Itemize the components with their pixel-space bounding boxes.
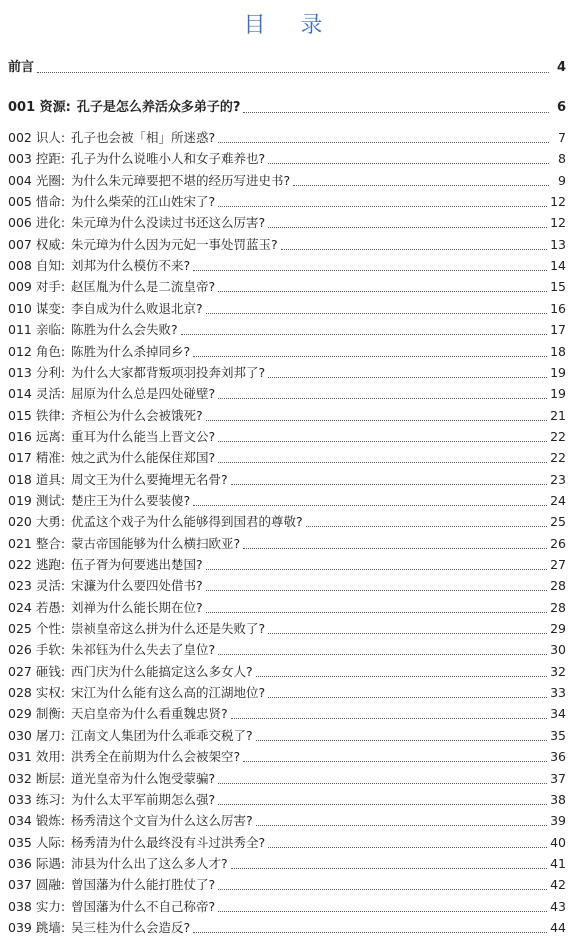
- toc-entry-title: [8, 898, 215, 916]
- toc-entry-label: 033 练习:: [8, 791, 66, 807]
- toc-entry-title: [8, 385, 215, 403]
- toc-entry-label: 017 精准:: [8, 450, 66, 466]
- dot-leader: [306, 526, 547, 527]
- toc-entry-page-number: 19: [550, 386, 566, 402]
- toc-entry-page-number: 25: [550, 514, 566, 530]
- toc-entry-question: 重耳为什么能当上晋文公?: [71, 428, 216, 444]
- dot-leader: [268, 697, 547, 698]
- dot-leader: [218, 462, 547, 463]
- toc-entry-title: [8, 556, 203, 574]
- dot-leader: [193, 356, 547, 357]
- toc-entry-label: 028 实权:: [8, 685, 66, 701]
- toc-entry-title: [8, 343, 190, 361]
- toc-entry-page-number: 30: [550, 642, 566, 658]
- toc-entry-question: 朱祁钰为什么失去了皇位?: [71, 642, 216, 658]
- dot-leader: [218, 783, 547, 784]
- toc-entry-title: [8, 791, 215, 809]
- dot-leader: [181, 334, 547, 335]
- toc-entry-label: 037 圆融:: [8, 877, 66, 893]
- toc-entry-question: 孔子是怎么养活众多弟子的?: [76, 100, 241, 115]
- toc-entry-question: 孔子为什么说唯小人和女子难养也?: [71, 151, 266, 167]
- toc-entry-label: 006 进化:: [8, 215, 66, 231]
- toc-entry-page-number: 27: [550, 557, 566, 572]
- toc-entry-title: [8, 321, 178, 339]
- toc-entry-label: 前言: [8, 60, 35, 75]
- toc-entry-question: 江南文人集团为什么乖乖交税了?: [71, 727, 253, 743]
- toc-entry-page-number: 6: [556, 100, 566, 115]
- toc-entry-question: 天启皇帝为什么看重魏忠贤?: [71, 706, 228, 722]
- dot-leader: [218, 804, 547, 805]
- toc-entry[interactable]: [8, 191, 566, 211]
- toc-entry-label: 014 灵活:: [8, 386, 66, 402]
- toc-entry[interactable]: [8, 874, 566, 894]
- toc-entry-label: 013 分利:: [8, 364, 66, 380]
- toc-entry[interactable]: [8, 255, 566, 275]
- toc-entry[interactable]: [8, 490, 566, 510]
- toc-entry-title: [8, 748, 240, 766]
- toc-entry-question: 沛县为什么出了这么多人才?: [71, 855, 228, 871]
- toc-entry-page-number: 9: [558, 172, 566, 188]
- dot-leader: [206, 612, 547, 613]
- toc-entry-question: 朱元璋为什么没读过书还这么厉害?: [71, 215, 266, 231]
- toc-entry[interactable]: [8, 469, 566, 489]
- page-title: 目 录: [243, 13, 337, 38]
- dot-leader: [206, 420, 547, 421]
- toc-entry-page-number: 22: [550, 428, 566, 444]
- toc-entry[interactable]: [8, 127, 566, 147]
- toc-entry-question: 为什么柴荣的江山姓宋了?: [71, 194, 216, 210]
- toc-entry-label: 008 自知:: [8, 258, 66, 274]
- dot-leader: [231, 718, 547, 719]
- toc-entry-title: [8, 364, 265, 382]
- toc-entry[interactable]: [8, 917, 566, 937]
- toc-entry[interactable]: [8, 341, 566, 361]
- toc-entry[interactable]: [8, 383, 566, 403]
- toc-entry-title: [8, 300, 203, 318]
- toc-entry-page-number: 26: [550, 535, 566, 551]
- dot-leader: [231, 484, 547, 485]
- toc-entry-question: 杨秀清为什么最终没有斗过洪秀全?: [71, 834, 266, 850]
- toc-entry-title: [8, 214, 265, 232]
- toc-entry-title: [8, 471, 228, 489]
- toc-entry-title: [8, 535, 240, 553]
- toc-entry-label: 009 对手:: [8, 279, 66, 295]
- dot-leader: [243, 112, 549, 113]
- toc-entry-title: [8, 407, 203, 425]
- toc-entry-title: [8, 193, 215, 211]
- toc-entry-title: [8, 257, 190, 275]
- toc-entry-page-number: 19: [550, 364, 566, 380]
- dot-leader: [268, 377, 547, 378]
- toc-entry-label: 038 实力:: [8, 898, 66, 914]
- dot-leader: [218, 206, 547, 207]
- toc-entry-page-number: 22: [550, 450, 566, 466]
- toc-entry-question: 为什么朱元璋要把不堪的经历写进史书?: [71, 172, 291, 188]
- toc-entry-page-number: 24: [550, 492, 566, 508]
- toc-entry-page-number: 16: [550, 300, 566, 316]
- toc-entry[interactable]: [8, 405, 566, 425]
- toc-entry-label: 007 权威:: [8, 236, 66, 252]
- toc-entry-page-number: 4: [556, 60, 566, 75]
- toc-entry[interactable]: [8, 426, 566, 446]
- toc-entry[interactable]: [8, 832, 566, 852]
- toc-entry[interactable]: [8, 97, 566, 117]
- toc-entry-title: [8, 150, 265, 168]
- toc-entry-page-number: 42: [550, 877, 566, 893]
- dot-leader: [268, 163, 549, 164]
- toc-entry[interactable]: [8, 170, 566, 190]
- toc-entry-question: 道光皇帝为什么饱受蒙骗?: [71, 770, 216, 786]
- toc-entry[interactable]: [8, 682, 566, 702]
- toc-entry[interactable]: [8, 661, 566, 681]
- dot-leader: [256, 740, 547, 741]
- toc-entry-title: [8, 684, 265, 702]
- toc-entry[interactable]: [8, 212, 566, 232]
- toc-entry-label: 035 人际:: [8, 834, 66, 850]
- toc-entry-page-number: 34: [550, 706, 566, 722]
- toc-entry-label: 034 锻炼:: [8, 813, 66, 829]
- toc-entry-page-number: 35: [550, 727, 566, 743]
- toc-entry-label: 031 效用:: [8, 749, 66, 765]
- toc-entry-title: [8, 705, 228, 723]
- toc-entry-title: [8, 59, 34, 77]
- toc-entry-label: 010 谋变:: [8, 300, 66, 316]
- toc-entry-question: 为什么太平军前期怎么强?: [71, 791, 216, 807]
- toc-entry[interactable]: [8, 447, 566, 467]
- toc-entry-question: 西门庆为什么能搞定这么多女人?: [71, 663, 253, 679]
- toc-entry-label: 039 跳墙:: [8, 919, 66, 935]
- toc-entry-page-number: 38: [550, 791, 566, 807]
- toc-entry-page-number: 23: [550, 471, 566, 487]
- toc-entry-page-number: 41: [550, 855, 566, 871]
- toc-entry[interactable]: [8, 533, 566, 553]
- dot-leader: [218, 142, 549, 143]
- toc-entry-title: [8, 99, 240, 117]
- toc-entry[interactable]: [8, 148, 566, 168]
- toc-entry-label: 012 角色:: [8, 343, 66, 359]
- toc-entry[interactable]: [8, 853, 566, 873]
- toc-entry-page-number: 13: [550, 236, 566, 252]
- toc-entry-page-number: 18: [550, 343, 566, 359]
- toc-entry-title: [8, 641, 215, 659]
- toc-entry-page-number: 28: [550, 578, 566, 594]
- toc-entry-question: 曾国藩为什么不自己称帝?: [71, 898, 216, 914]
- toc-entry-label: 032 断层:: [8, 770, 66, 786]
- toc-entry-page-number: 32: [550, 663, 566, 679]
- dot-leader: [268, 227, 547, 228]
- toc-entry[interactable]: [8, 511, 566, 531]
- dot-leader: [256, 676, 547, 677]
- toc-entry-page-number: 33: [550, 685, 566, 701]
- dot-leader: [256, 825, 547, 826]
- toc-entry-title: [8, 663, 253, 681]
- toc-entry-question: 周文王为什么要掩埋无名骨?: [71, 471, 228, 487]
- toc-entry-title: [8, 834, 265, 852]
- dot-leader: [218, 654, 547, 655]
- toc-entry-label: 002 识人:: [8, 130, 66, 145]
- toc-entry-question: 宋濂为什么要四处借书?: [71, 578, 203, 594]
- dot-leader: [268, 633, 547, 634]
- toc-entry-page-number: 44: [550, 919, 566, 935]
- dot-leader: [243, 761, 547, 762]
- toc-entry-title: [8, 577, 203, 595]
- toc-entry-title: [8, 876, 215, 894]
- dot-leader: [268, 847, 547, 848]
- toc-entry-question: 李自成为什么败退北京?: [71, 300, 203, 316]
- dot-leader: [193, 270, 547, 271]
- toc-entry[interactable]: [8, 789, 566, 809]
- toc-entry-question: 为什么大家都背叛项羽投奔刘邦了?: [71, 364, 266, 380]
- toc-entry-label: 023 灵活:: [8, 578, 66, 594]
- toc-entry-page-number: 12: [550, 215, 566, 231]
- toc-entry-title: [8, 278, 215, 296]
- toc-entry[interactable]: [8, 57, 566, 77]
- dot-leader: [37, 72, 549, 73]
- toc-entry[interactable]: [8, 639, 566, 659]
- toc-entry[interactable]: [8, 319, 566, 339]
- toc-entry[interactable]: [8, 276, 566, 296]
- toc-entry-title: [8, 727, 253, 745]
- toc-entry-question: 蒙古帝国能够为什么横扫欧亚?: [71, 535, 241, 551]
- toc-entry-question: 吴三桂为什么会造反?: [71, 919, 191, 935]
- dot-leader: [293, 185, 549, 186]
- toc-entry[interactable]: [8, 234, 566, 254]
- toc-entry-question: 齐桓公为什么会被饿死?: [71, 407, 203, 423]
- toc-entry-label: 025 个性:: [8, 621, 66, 637]
- dot-leader: [231, 868, 547, 869]
- toc-entry-question: 孔子也会被「相」所迷惑?: [71, 130, 216, 145]
- toc-entry-label: 019 测试:: [8, 492, 66, 508]
- dot-leader: [193, 932, 547, 933]
- toc-entry-question: 伍子胥为何要逃出楚国?: [71, 557, 203, 572]
- toc-entry-title: [8, 236, 278, 254]
- toc-entry-question: 陈胜为什么会失败?: [71, 322, 178, 338]
- toc-entry-label: 029 制衡:: [8, 706, 66, 722]
- toc-entry-page-number: 21: [550, 407, 566, 423]
- toc-entry-question: 崇祯皇帝这么拼为什么还是失败了?: [71, 621, 266, 637]
- toc-entry-question: 杨秀清这个文盲为什么这么厉害?: [71, 813, 253, 829]
- dot-leader: [281, 249, 547, 250]
- toc-entry-question: 洪秀全在前期为什么会被架空?: [71, 749, 241, 765]
- toc-entry-question: 陈胜为什么杀掉同乡?: [71, 343, 191, 359]
- toc-entry-title: [8, 492, 190, 510]
- toc-entry-page-number: 29: [550, 621, 566, 637]
- toc-entry-page-number: 12: [550, 194, 566, 210]
- toc-entry-title: [8, 620, 265, 638]
- toc-entry[interactable]: [8, 554, 566, 574]
- toc-entry[interactable]: [8, 298, 566, 318]
- toc-entry-label: 026 手软:: [8, 642, 66, 658]
- dot-leader: [206, 569, 547, 570]
- dot-leader: [206, 313, 547, 314]
- toc-entry-question: 曾国藩为什么能打胜仗了?: [71, 877, 216, 893]
- toc-entry-title: [8, 449, 215, 467]
- toc-entry-title: [8, 513, 303, 531]
- toc-entry[interactable]: [8, 810, 566, 830]
- toc-entry-label: 011 亲临:: [8, 322, 66, 338]
- toc-entry-question: 朱元璋为什么因为元妃一事处罚蓝玉?: [71, 236, 278, 252]
- toc-entry-label: 020 大勇:: [8, 514, 66, 530]
- toc-entry-page-number: 40: [550, 834, 566, 850]
- dot-leader: [193, 505, 547, 506]
- toc-entry-page-number: 15: [550, 279, 566, 295]
- toc-entry-question: 烛之武为什么能保住郑国?: [71, 450, 216, 466]
- toc-entry-page-number: 37: [550, 770, 566, 786]
- toc-entry-page-number: 36: [550, 749, 566, 765]
- toc-entry[interactable]: [8, 746, 566, 766]
- toc-entry-label: 036 际遇:: [8, 855, 66, 871]
- toc-entry-label: 024 若愚:: [8, 599, 66, 615]
- toc-entry-question: 宋江为什么能有这么高的江湖地位?: [71, 685, 266, 701]
- toc-entry[interactable]: [8, 703, 566, 723]
- toc-entry-page-number: 14: [550, 258, 566, 274]
- dot-leader: [218, 398, 547, 399]
- toc-entry-question: 赵匡胤为什么是二流皇帝?: [71, 279, 216, 295]
- toc-entry-title: [8, 428, 215, 446]
- dot-leader: [218, 291, 547, 292]
- toc-entry-label: 030 屠刀:: [8, 727, 66, 743]
- toc-entry-page-number: 39: [550, 813, 566, 829]
- toc-entry-title: [8, 855, 228, 873]
- dot-leader: [206, 590, 547, 591]
- toc-entry[interactable]: [8, 618, 566, 638]
- toc-entry-label: 005 惜命:: [8, 194, 66, 210]
- toc-entry-page-number: 17: [550, 322, 566, 338]
- toc-entry-title: [8, 599, 203, 617]
- toc-entry-question: 优孟这个戏子为什么能够得到国君的尊敬?: [71, 514, 303, 530]
- dot-leader: [218, 441, 547, 442]
- dot-leader: [243, 548, 547, 549]
- toc-entry-page-number: 28: [550, 599, 566, 615]
- toc-entry-label: 015 铁律:: [8, 407, 66, 423]
- toc-entry-page-number: 8: [558, 151, 566, 167]
- toc-entry-label: 003 控距:: [8, 151, 66, 167]
- toc-entry-question: 刘邦为什么模仿不来?: [71, 258, 191, 274]
- toc-entry[interactable]: [8, 597, 566, 617]
- toc-entry-page-number: 7: [558, 130, 566, 145]
- toc-entry-label: 022 逃跑:: [8, 557, 66, 572]
- toc-entry-title: [8, 129, 215, 147]
- toc-entry-title: [8, 172, 290, 190]
- toc-entry-label: 001 资源:: [8, 100, 71, 115]
- toc-entry[interactable]: [8, 896, 566, 916]
- toc-entry-label: 018 道具:: [8, 471, 66, 487]
- toc-entry-question: 楚庄王为什么要装傻?: [71, 492, 191, 508]
- toc-entry[interactable]: [8, 575, 566, 595]
- toc-entry-label: 016 远离:: [8, 428, 66, 444]
- toc-entry[interactable]: [8, 768, 566, 788]
- toc-entry-title: [8, 770, 215, 788]
- toc-entry-page-number: 43: [550, 898, 566, 914]
- toc-entry[interactable]: [8, 725, 566, 745]
- toc-entry[interactable]: [8, 362, 566, 382]
- toc-entry-label: 021 整合:: [8, 535, 66, 551]
- dot-leader: [218, 889, 547, 890]
- toc-entry-title: [8, 812, 253, 830]
- toc-entry-label: 027 砸钱:: [8, 663, 66, 679]
- toc-entry-label: 004 光圈:: [8, 172, 66, 188]
- toc-entry-question: 刘禅为什么能长期在位?: [71, 599, 203, 615]
- dot-leader: [218, 911, 547, 912]
- toc-entry-question: 屈原为什么总是四处碰壁?: [71, 386, 216, 402]
